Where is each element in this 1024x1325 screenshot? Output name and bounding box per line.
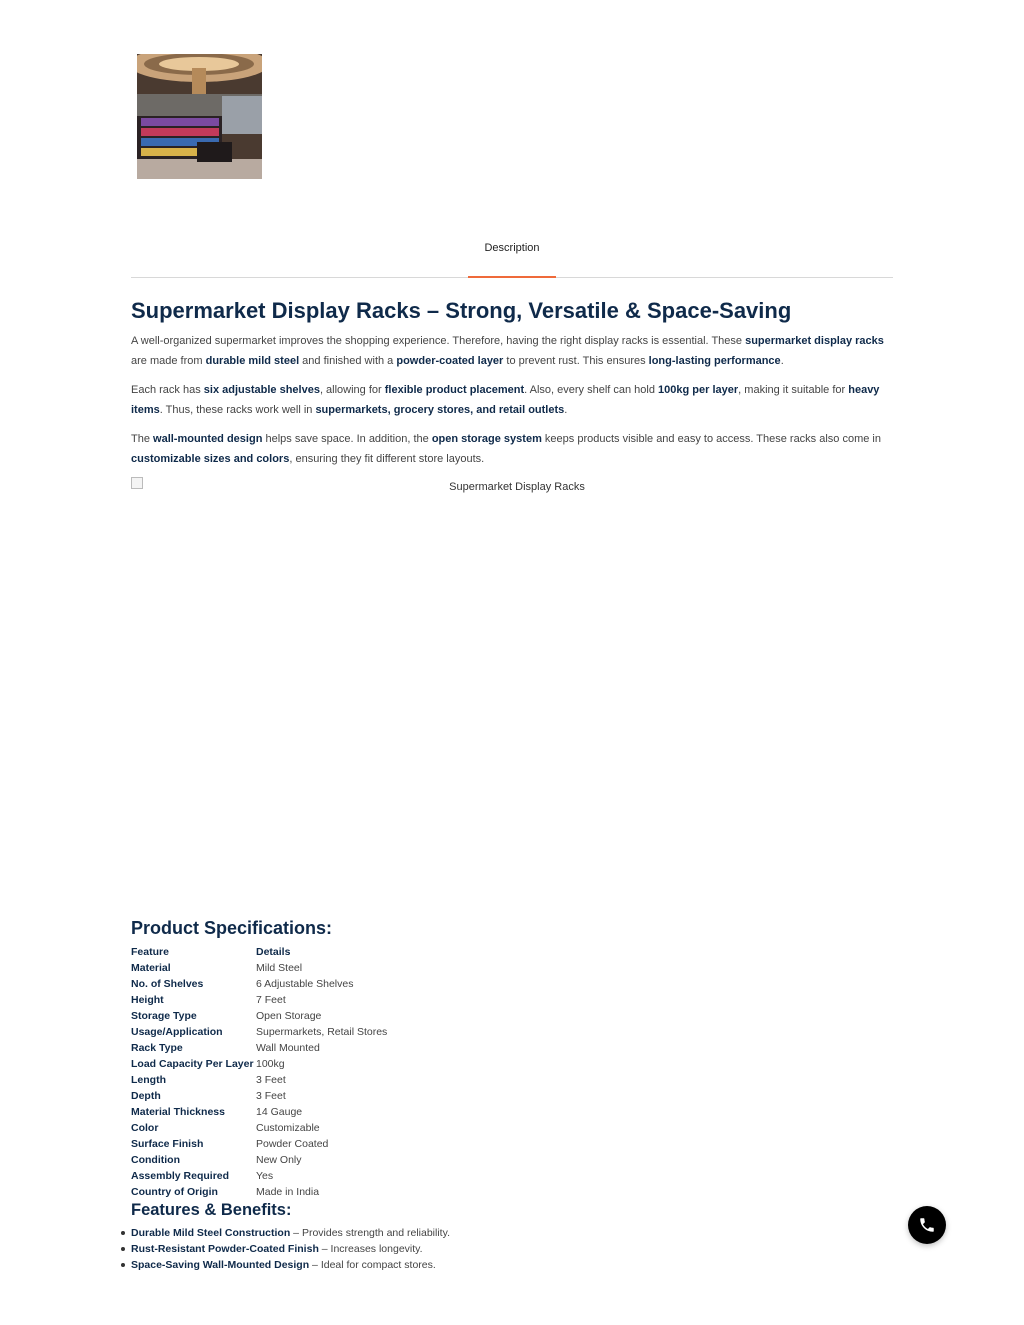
spec-detail: Yes	[256, 1170, 274, 1182]
spec-detail: Open Storage	[256, 1010, 322, 1022]
table-row	[131, 1088, 387, 1104]
features-list	[131, 1225, 450, 1273]
description-image	[131, 477, 895, 897]
list-item	[131, 1241, 450, 1257]
spec-feature: Material Thickness	[131, 1106, 225, 1118]
table-row	[131, 976, 387, 992]
specifications-table	[131, 944, 387, 1200]
feature-name: Space-Saving Wall-Mounted Design	[131, 1259, 310, 1271]
feature-benefit: – Increases longevity.	[318, 1243, 423, 1255]
table-row	[131, 1184, 387, 1200]
spec-detail: Supermarkets, Retail Stores	[256, 1026, 388, 1038]
spec-feature: Country of Origin	[131, 1186, 218, 1198]
description-title: Supermarket Display Racks – Strong, Versatile & Space-Saving	[131, 298, 792, 323]
header-feature: Feature	[131, 946, 169, 958]
table-row	[131, 1120, 387, 1136]
supermarket-shelves-photo	[137, 54, 262, 179]
specifications-title: Product Specifications:	[131, 918, 333, 938]
spec-detail: Powder Coated	[256, 1138, 329, 1150]
table-row	[131, 1056, 387, 1072]
spec-detail: New Only	[256, 1154, 302, 1166]
image-alt-text: Supermarket Display Racks	[449, 481, 585, 493]
spec-detail: 3 Feet	[256, 1090, 286, 1102]
list-item	[131, 1257, 450, 1273]
spec-feature: Usage/Application	[131, 1026, 223, 1038]
table-row	[131, 992, 387, 1008]
table-row	[131, 1136, 387, 1152]
spec-feature: Rack Type	[131, 1042, 183, 1054]
spec-detail: 7 Feet	[256, 994, 286, 1006]
table-header-row	[131, 944, 387, 960]
spec-detail: 3 Feet	[256, 1074, 286, 1086]
description-paragraph-2: Each rack has six adjustable shelves, allowing for flexible product placement. Also, every shelf can hold 100kg per layer, making it suitable for heavy items. Thus, these racks work well in supermarkets, grocery stores, and retail outlets.	[131, 384, 880, 416]
spec-detail: Mild Steel	[256, 962, 303, 974]
table-row	[131, 1024, 387, 1040]
spec-feature: Depth	[131, 1090, 161, 1102]
spec-detail: 14 Gauge	[256, 1106, 303, 1118]
spec-detail: Customizable	[256, 1122, 320, 1134]
spec-feature: Storage Type	[131, 1010, 197, 1022]
description-paragraph-3: The wall-mounted design helps save space. In addition, the open storage system keeps products visible and easy to access. These racks also come in customizable sizes and colors, ensuring they fit different store layouts.	[131, 433, 881, 465]
feature-benefit: – Provides strength and reliability.	[290, 1227, 450, 1239]
product-thumbnail[interactable]	[137, 54, 262, 179]
table-row	[131, 1104, 387, 1120]
phone-icon	[918, 1216, 936, 1234]
spec-feature: Assembly Required	[131, 1170, 230, 1182]
spec-feature: Color	[131, 1122, 159, 1134]
spec-detail: Wall Mounted	[256, 1042, 320, 1054]
tab-description[interactable]: Description	[468, 230, 556, 278]
list-item	[131, 1225, 450, 1241]
description-paragraph-1: A well-organized supermarket improves the shopping experience. Therefore, having the right display racks is essential. These supermarket display racks are made from durable mild steel and finished with a powder-coated layer to prevent rust. This ensures long-lasting performance.	[131, 335, 884, 367]
table-row	[131, 1152, 387, 1168]
features-title: Features & Benefits:	[131, 1201, 292, 1219]
table-row	[131, 1072, 387, 1088]
description-panel	[131, 298, 895, 479]
header-details: Details	[256, 946, 291, 958]
table-row	[131, 1008, 387, 1024]
spec-detail: 6 Adjustable Shelves	[256, 978, 354, 990]
spec-detail: Made in India	[256, 1186, 320, 1198]
table-row	[131, 1168, 387, 1184]
feature-name: Rust-Resistant Powder-Coated Finish	[131, 1243, 319, 1255]
product-tabs	[131, 230, 893, 278]
spec-feature: Length	[131, 1074, 166, 1086]
spec-feature: Load Capacity Per Layer	[131, 1058, 254, 1070]
feature-name: Durable Mild Steel Construction	[131, 1227, 291, 1239]
call-button[interactable]	[908, 1206, 946, 1244]
spec-feature: Height	[131, 994, 164, 1006]
spec-feature: Material	[131, 962, 171, 974]
table-row	[131, 960, 387, 976]
spec-feature: Surface Finish	[131, 1138, 204, 1150]
table-row	[131, 1040, 387, 1056]
spec-feature: Condition	[131, 1154, 180, 1166]
feature-benefit: – Ideal for compact stores.	[309, 1259, 436, 1271]
spec-detail: 100kg	[256, 1058, 285, 1070]
spec-feature: No. of Shelves	[131, 978, 204, 990]
